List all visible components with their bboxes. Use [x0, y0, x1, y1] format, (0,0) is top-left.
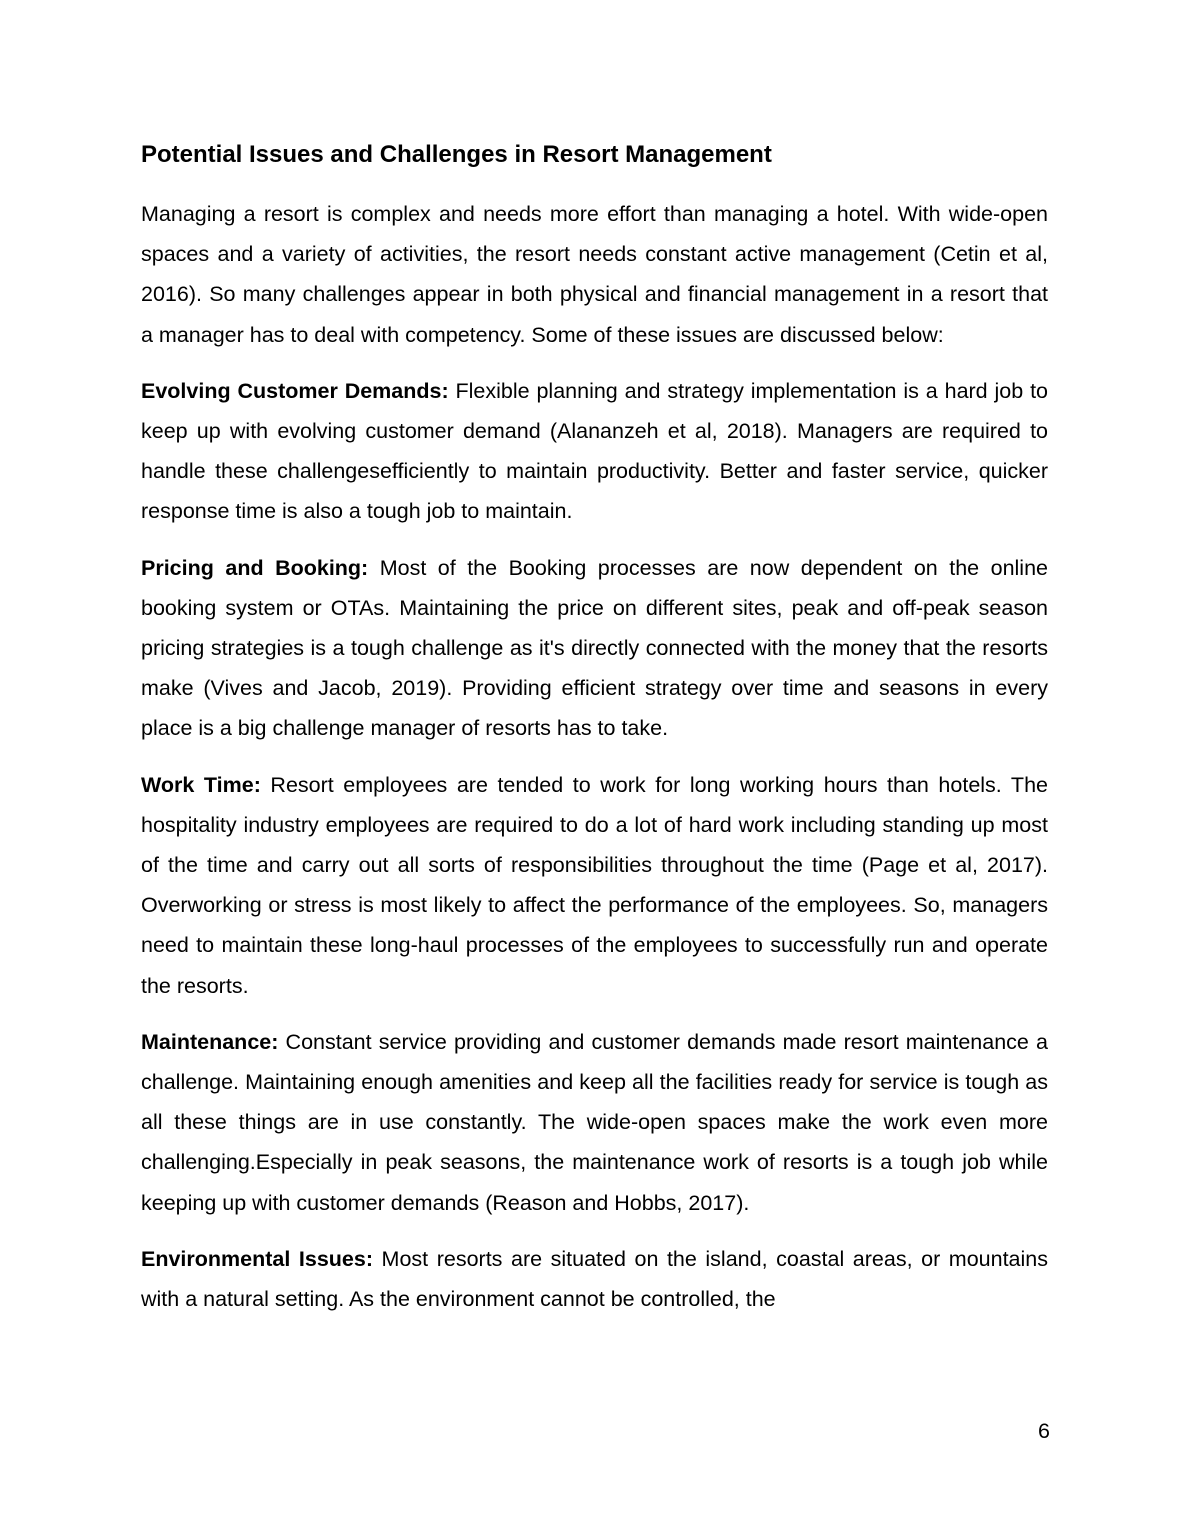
term-environmental-issues: Environmental Issues:	[141, 1246, 373, 1271]
paragraph-work-time	[141, 765, 1048, 1006]
text-pricing-and-booking: Most of the Booking processes are now dependent on the online booking system or OTAs. Maintaining the price on different sites, peak and off-peak season pricing strategies is a tough challenge as it's directly connected with the money that the resorts make (Vives and Jacob, 2019). Providing efficient strategy over time and seasons in every place is a big challenge manager of resorts has to take.	[141, 555, 1048, 741]
paragraph-evolving-customer-demands	[141, 371, 1048, 532]
term-maintenance: Maintenance:	[141, 1029, 279, 1054]
text-evolving-customer-demands: Flexible planning and strategy implementation is a hard job to keep up with evolving customer demand (Alananzeh et al, 2018). Managers are required to handle these challengesefficiently to maintain productivity. Better and faster service, quicker response time is also a tough job to maintain.	[141, 378, 1048, 524]
text-maintenance: Constant service providing and customer demands made resort maintenance a challenge. Maintaining enough amenities and keep all the facilities ready for service is tough as all these things are in use constantly. The wide-open spaces make the work even more challenging.Especially in peak seasons, the maintenance work of resorts is a tough job while keeping up with customer demands (Reason and Hobbs, 2017).	[141, 1029, 1048, 1215]
paragraph-pricing-and-booking	[141, 548, 1048, 749]
term-pricing-and-booking: Pricing and Booking:	[141, 555, 369, 580]
intro-paragraph: Managing a resort is complex and needs more effort than managing a hotel. With wide-open spaces and a variety of activities, the resort needs constant active management (Cetin et al, 2016). So many challenges appear in both physical and financial management in a resort that a manager has to deal with competency. Some of these issues are discussed below:	[141, 202, 1048, 347]
page-number: 6	[1038, 1419, 1050, 1443]
paragraph-maintenance	[141, 1022, 1048, 1223]
term-work-time: Work Time:	[141, 772, 261, 797]
paragraph-environmental-issues	[141, 1239, 1048, 1319]
section-heading: Potential Issues and Challenges in Resort Management	[141, 141, 772, 168]
text-work-time: Resort employees are tended to work for long working hours than hotels. The hospitality industry employees are required to do a lot of hard work including standing up most of the time and carry out all sorts of responsibilities throughout the time (Page et al, 2017). Overworking or stress is most likely to affect the performance of the employees. So, managers need to maintain these long-haul processes of the employees to successfully run and operate the resorts.	[141, 772, 1048, 998]
term-evolving-customer-demands: Evolving Customer Demands:	[141, 378, 449, 403]
page-content	[141, 138, 1048, 1335]
text-environmental-issues: Most resorts are situated on the island, coastal areas, or mountains with a natural setting. As the environment cannot be controlled, the	[141, 1246, 1048, 1312]
